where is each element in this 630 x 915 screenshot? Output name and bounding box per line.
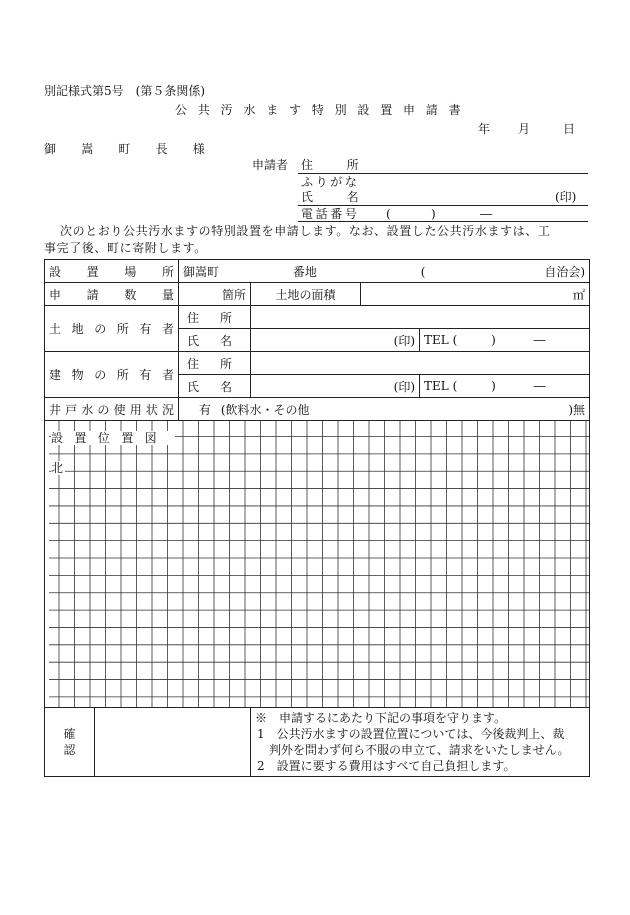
confirm-label: 確認 [63, 727, 76, 757]
building-owner-tel-label: TEL ( [424, 379, 458, 393]
applicant-phone-line [298, 221, 588, 222]
land-owner-tel-field[interactable] [420, 329, 590, 352]
well-has: 有 [199, 402, 212, 417]
applicant-phone-dash: ― [480, 207, 492, 221]
row-building-owner-address [45, 352, 590, 375]
addressee: 御嵩町長様 [44, 142, 231, 156]
row-land-owner-address [45, 306, 590, 329]
applicant-seal: (印) [555, 190, 577, 204]
row-location [45, 260, 590, 283]
date-month: 月 [518, 122, 531, 136]
building-owner-seal: (印) [393, 379, 416, 394]
north-label: 北 [51, 461, 64, 475]
well-detail: (飲料水・その他 [220, 402, 310, 417]
confirm-label-cell [45, 708, 95, 777]
form-title: 公共汚水ます特別設置申請書 [175, 103, 472, 117]
row-confirm [45, 708, 590, 777]
date-day: 日 [563, 122, 576, 136]
notes-item-1b: 判外を問わず何ら不服の申立て、請求をいたしません。 [269, 743, 570, 757]
location-banchi: 番地 [292, 264, 317, 279]
land-owner-tel-dash: ― [533, 333, 546, 347]
notes-heading: ※ 申請するにあたり下記の事項を守ります。 [255, 711, 507, 725]
location-map-grid[interactable] [49, 421, 590, 707]
intro-line-1: 次のとおり公共汚水ますの特別設置を申請します。なお、設置した公共汚水ますは、工 [60, 224, 551, 238]
land-area-unit: ㎡ [573, 287, 586, 302]
location-jichikai: 自治会) [544, 264, 586, 279]
land-owner-seal: (印) [393, 333, 416, 348]
quantity-field[interactable] [179, 283, 251, 306]
intro-line-2: 事完了後、町に寄附します。 [44, 241, 207, 255]
location-jichikai-open: ( [420, 264, 426, 279]
land-owner-label: 土地の所有者 [45, 306, 179, 352]
map-grid-area[interactable] [45, 421, 590, 708]
row-quantity [45, 283, 590, 306]
row-map [45, 421, 590, 708]
applicant-furigana-label: ふりがな [301, 175, 360, 189]
land-area-field[interactable] [361, 283, 590, 306]
building-owner-tel-dash: ― [533, 379, 546, 393]
applicant-address-line [298, 173, 588, 174]
land-owner-address-field[interactable] [251, 306, 590, 329]
location-town: 御嵩町 [183, 264, 220, 279]
quantity-kasho: 箇所 [222, 287, 247, 302]
notes-item-1a: 1 公共汚水ますの設置位置については、今後裁判上、裁 [257, 727, 565, 741]
applicant-name-line [298, 205, 588, 206]
land-owner-tel-label: TEL ( [424, 333, 458, 347]
applicant-name-label: 氏名 [301, 190, 393, 204]
building-owner-name-label: 氏名 [179, 375, 251, 398]
applicant-phone-paren-open: ( [386, 207, 391, 221]
well-label: 井戸水の使用状況 [45, 398, 179, 421]
land-owner-address-label: 住所 [179, 306, 251, 329]
location-field[interactable] [179, 260, 590, 283]
applicant-phone-label: 電話番号 [301, 207, 360, 221]
land-owner-name-label: 氏名 [179, 329, 251, 352]
building-owner-tel-close: ) [491, 379, 496, 393]
building-owner-address-label: 住所 [179, 352, 251, 375]
map-label: 設置位置図 [51, 431, 175, 445]
confirm-stamp-field[interactable] [95, 708, 251, 777]
land-owner-name-field[interactable] [251, 329, 420, 352]
form-number: 別記様式第5号 (第５条関係) [44, 84, 205, 98]
applicant-label: 申請者 [252, 158, 289, 172]
well-none: )無 [568, 402, 586, 417]
building-owner-address-field[interactable] [251, 352, 590, 375]
date-year: 年 [478, 122, 491, 136]
location-label: 設置場所 [45, 260, 179, 283]
land-owner-tel-close: ) [491, 333, 496, 347]
applicant-address-label: 住所 [301, 158, 393, 172]
building-owner-name-field[interactable] [251, 375, 420, 398]
row-well-water [45, 398, 590, 421]
land-area-label: 土地の面積 [251, 283, 361, 306]
notes-item-2: 2 設置に要する費用はすべて自己負担します。 [257, 759, 516, 773]
building-owner-tel-field[interactable] [420, 375, 590, 398]
building-owner-label: 建物の所有者 [45, 352, 179, 398]
quantity-label: 申請数量 [45, 283, 179, 306]
application-table [44, 259, 590, 777]
notes-cell [251, 708, 590, 777]
applicant-phone-paren-close: ) [431, 207, 436, 221]
well-field[interactable] [179, 398, 590, 421]
